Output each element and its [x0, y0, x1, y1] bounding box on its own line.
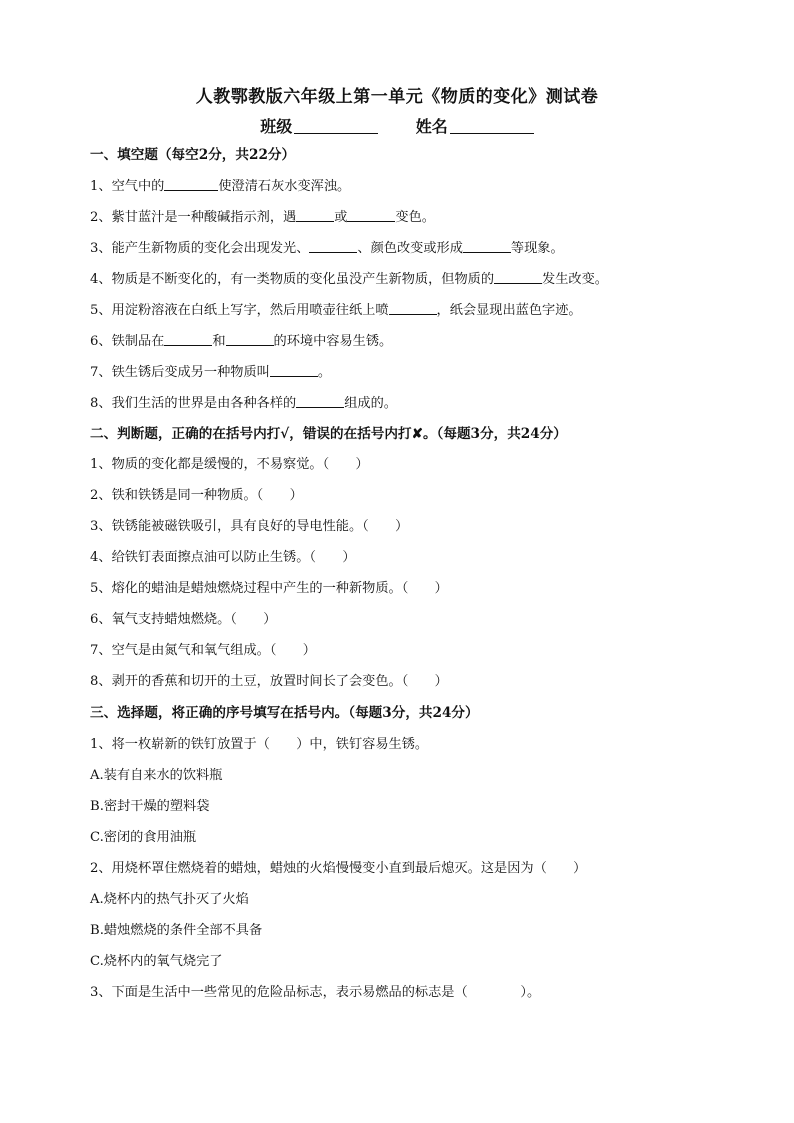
section-heading-fill-in: 一、填空题（每空2分，共22分） [90, 147, 296, 163]
question-text: ，纸会显现出蓝色字迹。 [436, 303, 582, 318]
section-heading-true-false: 二、判断题，正确的在括号内打√，错误的在括号内打✘。（每题3分，共24分） [90, 426, 567, 442]
question-choice-3: 3、下面是生活中一些常见的危险品标志，表示易燃品的标志是（ ）。 [90, 985, 541, 1000]
answer-blank[interactable] [347, 208, 395, 222]
question-text: 和 [212, 334, 226, 349]
question-fill-5 [90, 301, 582, 320]
choice-option-1c: C.密闭的食用油瓶 [90, 830, 197, 845]
question-text: 8、我们生活的世界是由各种各样的 [90, 396, 297, 411]
question-fill-8 [90, 394, 397, 413]
answer-blank[interactable] [389, 301, 437, 315]
question-text: 等现象。 [510, 241, 564, 256]
student-info [0, 114, 794, 137]
question-choice-1: 1、将一枚崭新的铁钉放置于（ ）中，铁钉容易生锈。 [90, 737, 429, 752]
answer-blank[interactable] [296, 208, 334, 222]
choice-option-2a: A.烧杯内的热气扑灭了火焰 [90, 892, 249, 907]
choice-option-2c: C.烧杯内的氧气烧完了 [90, 954, 223, 969]
section-heading-choice: 三、选择题，将正确的序号填写在括号内。（每题3分，共24分） [90, 705, 479, 721]
question-text: 发生改变。 [542, 272, 608, 287]
choice-option-1b: B.密封干燥的塑料袋 [90, 799, 210, 814]
answer-blank[interactable] [296, 394, 344, 408]
name-blank[interactable] [450, 117, 534, 134]
question-text: 2、紫甘蓝汁是一种酸碱指示剂，遇 [90, 210, 297, 225]
answer-blank[interactable] [463, 239, 511, 253]
name-field [416, 114, 534, 137]
question-tf-1: 1、物质的变化都是缓慢的，不易察觉。（ ） [90, 457, 369, 472]
question-text: 5、用淀粉溶液在白纸上写字，然后用喷壶往纸上喷 [90, 303, 389, 318]
question-text: 的环境中容易生锈。 [273, 334, 393, 349]
choice-option-1a: A.装有自来水的饮料瓶 [90, 768, 223, 783]
question-text: 4、物质是不断变化的，有一类物质的变化虽没产生新物质，但物质的 [90, 272, 495, 287]
answer-blank[interactable] [226, 332, 274, 346]
question-text: 7、铁生锈后变成另一种物质叫 [90, 365, 270, 380]
question-fill-3 [90, 239, 564, 258]
answer-blank[interactable] [494, 270, 542, 284]
question-fill-6 [90, 332, 392, 351]
question-text: 3、能产生新物质的变化会出现发光、 [90, 241, 310, 256]
question-text: 或 [334, 210, 348, 225]
question-choice-2: 2、用烧杯罩住燃烧着的蜡烛，蜡烛的火焰慢慢变小直到最后熄灭。这是因为（ ） [90, 861, 587, 876]
answer-blank[interactable] [270, 363, 318, 377]
question-text: 1、空气中的 [90, 179, 165, 194]
question-tf-6: 6、氧气支持蜡烛燃烧。（ ） [90, 612, 277, 627]
question-tf-7: 7、空气是由氮气和氧气组成。（ ） [90, 643, 316, 658]
question-tf-2: 2、铁和铁锈是同一种物质。（ ） [90, 488, 303, 503]
question-fill-4 [90, 270, 608, 289]
question-text: 6、铁制品在 [90, 334, 165, 349]
class-label: 班级 [260, 117, 293, 136]
question-fill-2 [90, 208, 435, 227]
question-fill-7 [90, 363, 331, 382]
answer-blank[interactable] [164, 332, 212, 346]
question-tf-5: 5、熔化的蜡油是蜡烛燃烧过程中产生的一种新物质。（ ） [90, 581, 448, 596]
question-tf-3: 3、铁锈能被磁铁吸引，具有良好的导电性能。（ ） [90, 519, 409, 534]
page-title: 人教鄂教版六年级上第一单元《物质的变化》测试卷 [195, 87, 599, 107]
question-text: 。 [317, 365, 332, 380]
question-text: 使澄清石灰水变浑浊。 [218, 179, 351, 194]
answer-blank[interactable] [309, 239, 357, 253]
choice-option-2b: B.蜡烛燃烧的条件全部不具备 [90, 923, 263, 938]
class-field [260, 114, 378, 137]
question-text: 组成的。 [344, 396, 397, 411]
question-tf-8: 8、剥开的香蕉和切开的土豆，放置时间长了会变色。（ ） [90, 674, 448, 689]
answer-blank[interactable] [164, 177, 218, 191]
question-text: 变色。 [395, 210, 435, 225]
class-blank[interactable] [294, 117, 378, 134]
question-tf-4: 4、给铁钉表面擦点油可以防止生锈。（ ） [90, 550, 356, 565]
question-text: 、颜色改变或形成 [357, 241, 463, 256]
question-fill-1 [90, 177, 350, 196]
name-label: 姓名 [415, 117, 448, 136]
